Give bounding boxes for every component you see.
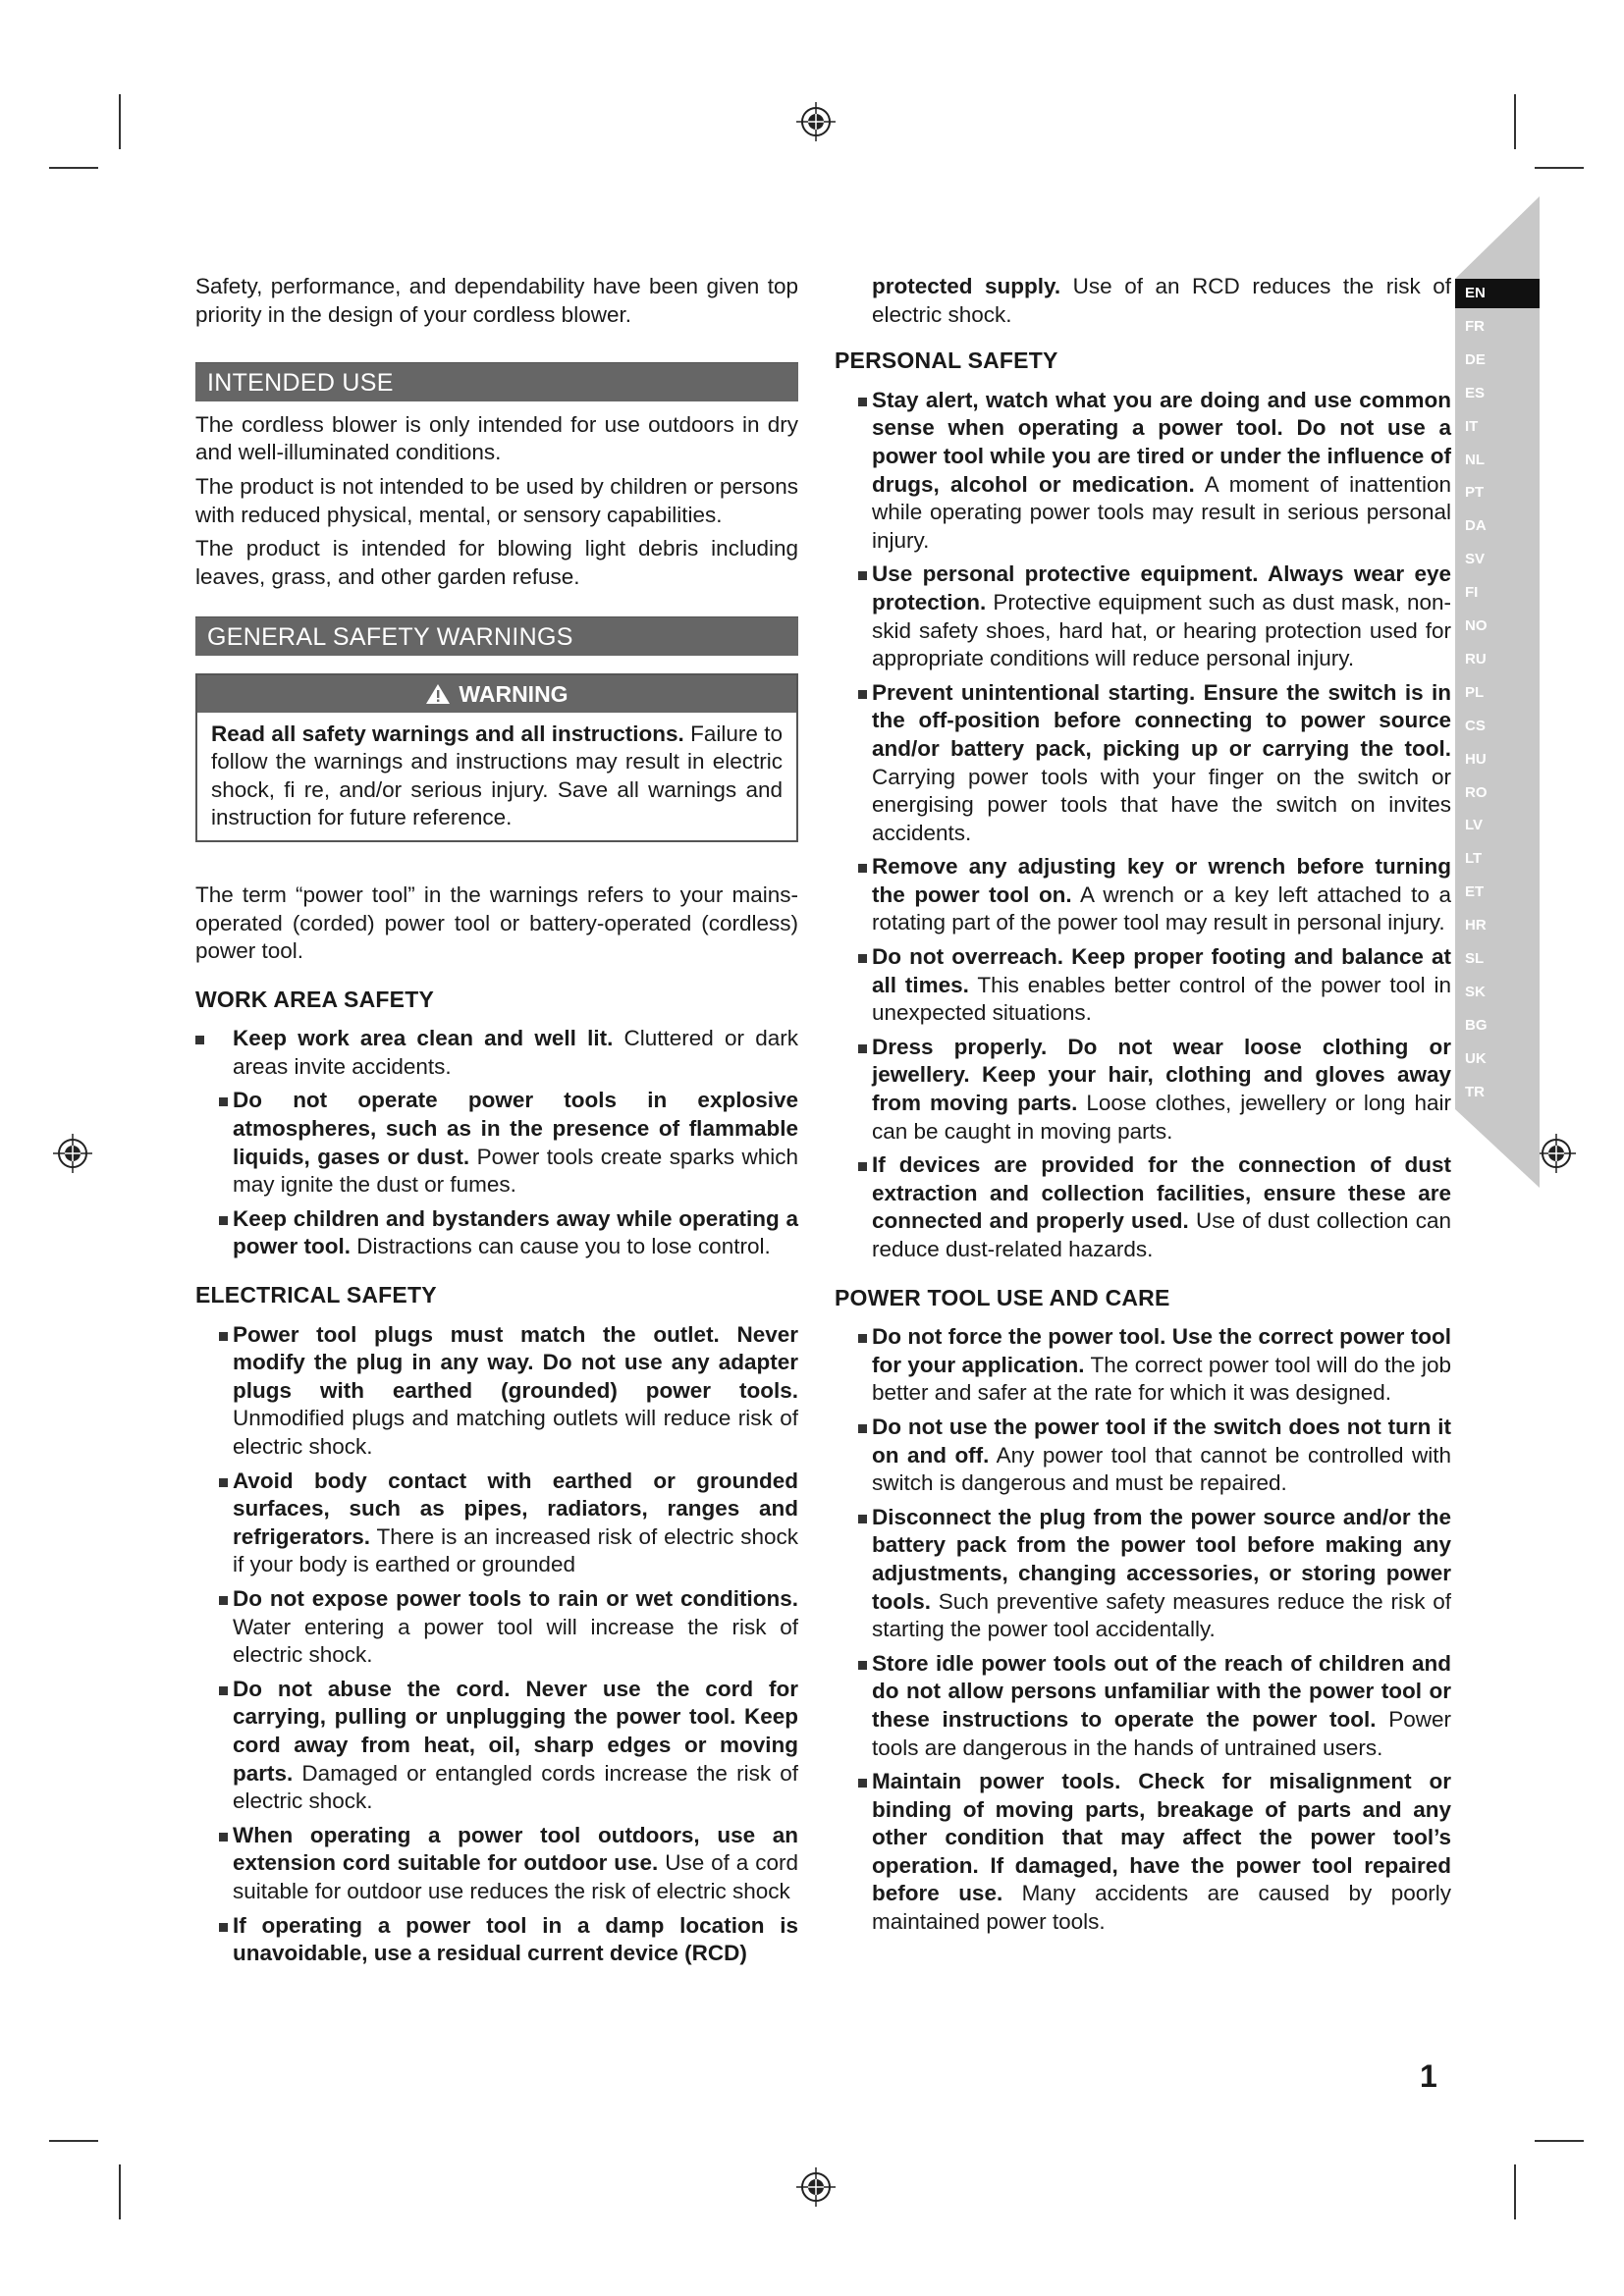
list-item: If devices are provided for the connection of dust extraction and collection facilities, ensure these are connected and properly used. Use of dust collection can reduce dust-related hazards.: [835, 1151, 1451, 1263]
language-tab-it[interactable]: IT: [1455, 412, 1540, 442]
warning-triangle-icon: [425, 683, 451, 705]
list-item: Stay alert, watch what you are doing and use common sense when operating a power tool. Do not use a power tool while you are tired or under the influence of drugs, alcohol or medication. A moment of inattention while operating power tools may result in serious personal injury.: [835, 387, 1451, 556]
list-item: Keep children and bystanders away while operating a power tool. Distractions can cause you to lose control.: [195, 1205, 798, 1261]
bullet-square-icon: [858, 690, 867, 699]
language-tab-bg[interactable]: BG: [1455, 1011, 1540, 1041]
language-tab-ru[interactable]: RU: [1455, 645, 1540, 674]
bullet-square-icon: [858, 398, 867, 406]
language-tab-nl[interactable]: NL: [1455, 446, 1540, 475]
list-item: Use personal protective equipment. Always wear eye protection. Protective equipment such as dust mask, non-skid safety shoes, hard hat, or hearing protection used for appropriate conditions will reduce personal injury.: [835, 561, 1451, 672]
warning-label: WARNING: [459, 680, 568, 707]
language-tab-sl[interactable]: SL: [1455, 944, 1540, 974]
language-tab-de[interactable]: DE: [1455, 346, 1540, 375]
language-tab-no[interactable]: NO: [1455, 612, 1540, 641]
language-tab-et[interactable]: ET: [1455, 878, 1540, 907]
intended-use-paragraph-3: The product is intended for blowing light debris including leaves, grass, and other garden refuse.: [195, 536, 798, 589]
section-intended-use-heading: INTENDED USE: [195, 362, 798, 401]
language-tab-hr[interactable]: HR: [1455, 911, 1540, 940]
warning-text: Failure to follow the warnings and instructions may result in electric shock, fi re, and/or serious injury. Save all warnings and instruction for future reference.: [211, 721, 783, 830]
list-item: Do not abuse the cord. Never use the cord for carrying, pulling or unplugging the power tool. Keep cord away from heat, oil, sharp edges or moving parts. Damaged or entangled cords increase the risk of electric shock.: [195, 1676, 798, 1816]
registration-mark-left-icon: [53, 1134, 92, 1173]
section-general-safety-heading: GENERAL SAFETY WARNINGS: [195, 616, 798, 656]
crop-mark-bottom-left-v: [119, 2164, 121, 2219]
crop-mark-bottom-left-h: [49, 2140, 98, 2142]
language-tab-pl[interactable]: PL: [1455, 678, 1540, 708]
list-item: When operating a power tool outdoors, use an extension cord suitable for outdoor use. Use of a cord suitable for outdoor use reduces the risk of electric shock: [195, 1822, 798, 1906]
language-tab-lt[interactable]: LT: [1455, 844, 1540, 874]
bullet-square-icon: [858, 1044, 867, 1053]
language-tab-tr[interactable]: TR: [1455, 1078, 1540, 1107]
list-item: Do not expose power tools to rain or wet conditions. Water entering a power tool will increase the risk of electric shock.: [195, 1585, 798, 1670]
language-tab-pt[interactable]: PT: [1455, 478, 1540, 507]
bullet-square-icon: [858, 954, 867, 963]
language-tab-fi[interactable]: FI: [1455, 578, 1540, 608]
language-tab-lv[interactable]: LV: [1455, 811, 1540, 840]
registration-mark-right-icon: [1537, 1134, 1576, 1173]
language-tab-ro[interactable]: RO: [1455, 778, 1540, 808]
intended-use-paragraph-2: The product is not intended to be used by children or persons with reduced physical, mental, or sensory capabilities.: [195, 473, 798, 527]
bullet-square-icon: [219, 1833, 228, 1842]
list-item: Do not overreach. Keep proper footing and balance at all times. This enables better control of the power tool in unexpected situations.: [835, 943, 1451, 1028]
crop-mark-bottom-right-v: [1514, 2164, 1516, 2219]
language-tab-cs[interactable]: CS: [1455, 712, 1540, 741]
power-tool-use-heading: POWER TOOL USE AND CARE: [835, 1284, 1170, 1310]
warning-body: [197, 713, 796, 840]
registration-mark-bottom-icon: [796, 2167, 836, 2207]
crop-mark-top-left-v: [119, 94, 121, 149]
list-item: If operating a power tool in a damp location is unavoidable, use a residual current device (RCD): [195, 1912, 798, 1968]
bullet-square-icon: [858, 1424, 867, 1433]
warning-bold-text: Read all safety warnings and all instructions.: [211, 721, 684, 746]
crop-mark-bottom-right-h: [1535, 2140, 1584, 2142]
intro-text: Safety, performance, and dependability have been given top priority in the design of your cordless blower.: [195, 274, 798, 327]
bullet-square-icon: [219, 1478, 228, 1487]
left-column: [195, 273, 798, 1974]
list-item: Maintain power tools. Check for misalignment or binding of moving parts, breakage of parts and any other condition that may affect the power tool’s operation. If damaged, have the power tool repaired before use. Many accidents are caused by poorly maintained power tools.: [835, 1768, 1451, 1937]
bullet-square-icon: [219, 1596, 228, 1605]
language-tab-hu[interactable]: HU: [1455, 745, 1540, 774]
list-item: Prevent unintentional starting. Ensure the switch is in the off-position before connecting to power source and/or battery pack, picking up or carrying the tool. Carrying power tools with your finger on the switch or energising power tools that have the switch on invites accidents.: [835, 679, 1451, 848]
bullet-square-icon: [219, 1332, 228, 1341]
list-item: Do not force the power tool. Use the correct power tool for your application. The correct power tool will do the job better and safer at the rate for which it was designed.: [835, 1323, 1451, 1408]
list-item: Store idle power tools out of the reach of children and do not allow persons unfamiliar with the power tool or these instructions to operate the power tool. Power tools are dangerous in the hands of untrained users.: [835, 1650, 1451, 1762]
list-item: Avoid body contact with earthed or grounded surfaces, such as pipes, radiators, ranges and refrigerators. There is an increased risk of electric shock if your body is earthed or grounded: [195, 1468, 798, 1579]
bullet-square-icon: [195, 1036, 204, 1044]
registration-mark-top-icon: [796, 102, 836, 141]
language-tab-sv[interactable]: SV: [1455, 545, 1540, 574]
power-tool-term-text: The term “power tool” in the warnings refers to your mains-operated (corded) power tool or battery-operated (cordless) power tool.: [195, 881, 798, 964]
bullet-square-icon: [858, 571, 867, 580]
list-item: Keep work area clean and well lit. Cluttered or dark areas invite accidents.: [195, 1025, 798, 1081]
list-item: Do not use the power tool if the switch does not turn it on and off. Any power tool that cannot be controlled with switch is dangerous and must be repaired.: [835, 1414, 1451, 1498]
language-tab-da[interactable]: DA: [1455, 511, 1540, 541]
crop-mark-top-right-v: [1514, 94, 1516, 149]
list-item: Remove any adjusting key or wrench before turning the power tool on. A wrench or a key left attached to a rotating part of the power tool may result in personal injury.: [835, 853, 1451, 937]
bullet-square-icon: [858, 1334, 867, 1343]
bullet-square-icon: [858, 1162, 867, 1171]
bullet-square-icon: [858, 1779, 867, 1788]
list-item: Do not operate power tools in explosive atmospheres, such as in the presence of flammable liquids, gases or dust. Power tools create sparks which may ignite the dust or fumes.: [195, 1087, 798, 1199]
bullet-square-icon: [219, 1216, 228, 1225]
intended-use-paragraph-1: The cordless blower is only intended for use outdoors in dry and well-illuminated conditions.: [195, 411, 798, 465]
bullet-square-icon: [858, 864, 867, 873]
bullet-square-icon: [219, 1097, 228, 1106]
page-number: 1: [1420, 2058, 1437, 2094]
work-area-heading: WORK AREA SAFETY: [195, 986, 434, 1012]
bullet-square-icon: [219, 1686, 228, 1695]
list-item: Power tool plugs must match the outlet. Never modify the plug in any way. Do not use any adapter plugs with earthed (grounded) power tools. Unmodified plugs and matching outlets will reduce risk of electric shock.: [195, 1321, 798, 1462]
crop-mark-top-right-h: [1535, 167, 1584, 169]
bullet-square-icon: [858, 1515, 867, 1523]
language-tab-es[interactable]: ES: [1455, 379, 1540, 408]
list-item: Dress properly. Do not wear loose clothing or jewellery. Keep your hair, clothing and gloves away from moving parts. Loose clothes, jewellery or long hair can be caught in moving parts.: [835, 1034, 1451, 1146]
warning-header: [197, 675, 796, 713]
crop-mark-top-left-h: [49, 167, 98, 169]
personal-safety-heading: PERSONAL SAFETY: [835, 347, 1058, 374]
list-item: Disconnect the plug from the power source and/or the battery pack from the power tool before making any adjustments, changing accessories, or storing power tools. Such preventive safety measures reduce the risk of starting the power tool accidentally.: [835, 1504, 1451, 1644]
bullet-square-icon: [858, 1661, 867, 1670]
electrical-heading: ELECTRICAL SAFETY: [195, 1282, 437, 1308]
language-tab-uk[interactable]: UK: [1455, 1044, 1540, 1074]
language-tab-en[interactable]: EN: [1455, 279, 1540, 308]
language-tab-fr[interactable]: FR: [1455, 312, 1540, 342]
language-tab-sk[interactable]: SK: [1455, 978, 1540, 1007]
warning-box: [195, 673, 798, 842]
right-column: [835, 273, 1451, 1943]
bullet-square-icon: [219, 1923, 228, 1932]
electrical-continued-text: protected supply. Use of an RCD reduces the risk of electric shock.: [872, 274, 1452, 327]
